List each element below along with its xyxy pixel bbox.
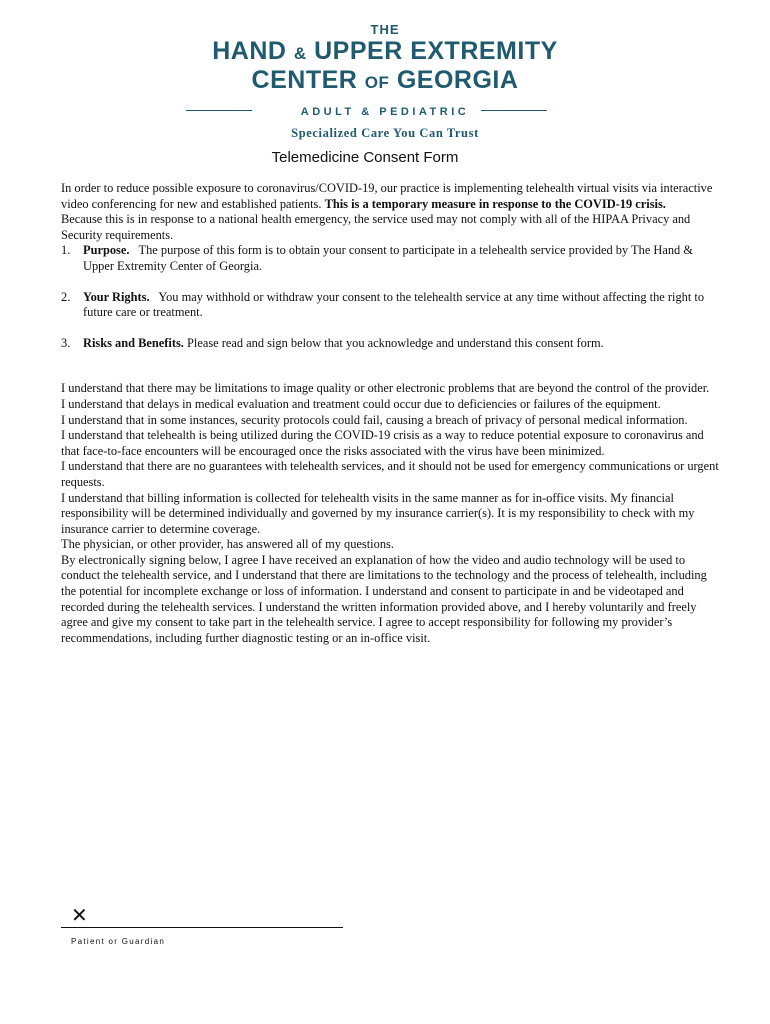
logo-line-2: CENTER OF GEORGIA [251,66,519,94]
item-text: The purpose of this form is to obtain your consent to participate in a telehealth service provided by The Hand & Upper Extremity Center of Georgia. [83,243,693,273]
consent-items [61,243,721,351]
intro-bold-note: This is a temporary measure in response to the COVID-19 crisis. [324,196,666,211]
form-title: Telemedicine Consent Form [271,149,459,166]
statement-paragraph: I understand that there may be limitations to image quality or other electronic problems that are beyond the control of the provider. [61,381,710,396]
list-item: 1. Purpose. The purpose of this form is to obtain your consent to participate in a telehealth service provided by The Hand & Upper Extremity Center of Georgia. [61,243,693,273]
item-title: Risks and Benefits. [83,335,184,350]
signature-label: Patient or Guardian [71,937,166,946]
statement-paragraph: By electronically signing below, I agree I have received an explanation of how the video and audio technology will be used to conduct the telehealth service, and I understand that there are limitations to the technology and the process of telehealth, including the potential for incomplete exchange or loss of information. I understand and consent to participate in and be videotaped and recorded during the telehealth services. I understand the written information provided above, and I hereby voluntarily and freely agree and give my consent to take part in the telehealth service. I agree to accept responsibility for following my provider’s recommendations, including further diagnostic testing or an in-office visit. [61,552,707,645]
logo-the: THE [370,22,400,37]
item-title: Your Rights. [83,289,150,304]
signature-x-icon: ✕ [71,903,88,927]
signature-line[interactable] [61,905,343,928]
logo-subtitle: ADULT & PEDIATRIC [0,102,770,118]
practice-logo [0,22,770,141]
statement-paragraph: I understand that delays in medical evaluation and treatment could occur due to deficiencies or failures of the equipment. [61,396,661,411]
list-item: 3. Risks and Benefits. Please read and sign below that you acknowledge and understand this consent form. [61,335,604,350]
logo-line-1: HAND & UPPER EXTREMITY [212,37,558,65]
form-body [61,181,721,646]
statement-paragraph: I understand that telehealth is being utilized during the COVID-19 crisis as a way to reduce potential exposure to coronavirus and that face-to-face encounters will be encouraged once the risks associated with the virus have been minimized. [61,428,704,458]
list-item: 2. Your Rights. You may withhold or withdraw your consent to the telehealth service at any time without affecting the right to future care or treatment. [61,289,705,320]
logo-rule-left [186,110,252,111]
intro-paragraph: In order to reduce possible exposure to coronavirus/COVID-19, our practice is implementing telehealth virtual visits via interactive video conferencing for new and established patients. This is a temporary measure in response to the COVID-19 crisis. [61,181,713,211]
hipaa-paragraph: Because this is in response to a national health emergency, the service used may not comply with all of the HIPAA Privacy and Security requirements. [61,212,691,242]
item-title: Purpose. [83,243,130,258]
item-text: You may withhold or withdraw your consent to the telehealth service at any time without affecting the right to future care or treatment. [83,289,705,320]
logo-rule-right [481,110,547,111]
statement-paragraph: The physician, or other provider, has answered all of my questions. [61,537,394,552]
item-text: Please read and sign below that you acknowledge and understand this consent form. [186,335,604,350]
statement-paragraph: I understand that billing information is collected for telehealth visits in the same manner as for in-office visits. My financial responsibility will be determined individually and governed by my insurance carrier(s). It is my responsibility to check with my insurance carrier to determine coverage. [61,490,695,536]
statement-paragraph: I understand that in some instances, security protocols could fail, causing a breach of privacy of personal medical information. [61,412,688,427]
statement-paragraph: I understand that there are no guarantees with telehealth services, and it should not be used for emergency communications or urgent requests. [61,459,719,489]
logo-tagline: Specialized Care You Can Trust [291,126,479,140]
